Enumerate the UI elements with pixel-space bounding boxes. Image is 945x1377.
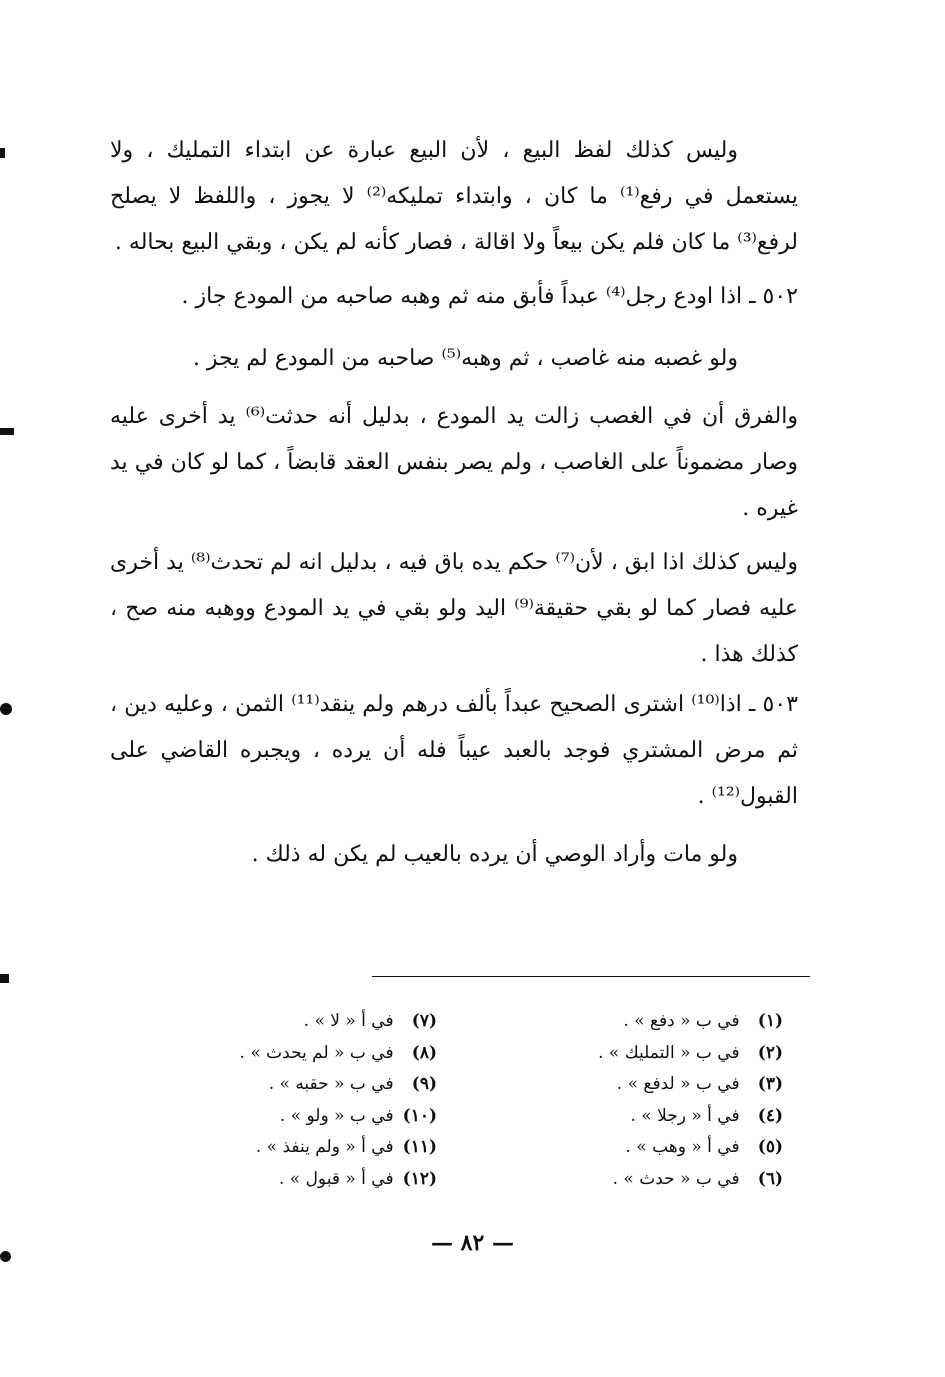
paragraph: والفرق أن في الغصب زالت يد المودع ، بدليل أنه حدثت⁽⁶⁾ يد أخرى عليه وصار مضموناً على الغاصب ، ولم يصر بنفس العقد قابضاً ، كما لو كان في يد غيره . [110,404,798,521]
footnotes-right-column [598,1006,783,1195]
footnote [598,1132,783,1164]
paragraph: وليس كذلك اذا ابق ، لأن⁽⁷⁾ حكم يده باق فيه ، بدليل انه لم تحدث⁽⁸⁾ يد أخرى عليه فصار كما لو بقي حقيقة⁽⁹⁾ اليد ولو بقي في يد المودع ووهبه منه صح ، كذلك هذا . [110,550,798,667]
footnote [598,1101,783,1133]
footnote [598,1069,783,1101]
scan-edge-mark [0,974,9,983]
footnote [240,1006,437,1038]
footnote [240,1132,437,1164]
paragraph-503: ٥٠٣ ـ اذا⁽¹⁰⁾ اشترى الصحيح عبداً بألف درهم ولم ينقد⁽¹¹⁾ الثمن ، وعليه دين ، ثم مرض المشتري فوجد بالعبد عيباً فله أن يرده ، ويجبره القاضي على القبول⁽¹²⁾ . [110,692,798,809]
footnote-text: في أ « ولم ينفذ » . [255,1137,394,1157]
footnote-text: في ب « دفع » . [623,1011,740,1031]
footnote [598,1164,783,1196]
scan-edge-mark [0,1251,11,1262]
footnote-number: (٦) [757,1168,783,1189]
footnote-number: (١٢) [402,1168,437,1189]
footnote-separator [372,976,810,977]
footnote-text: في ب « حقبه » . [268,1074,394,1094]
footnote-text: في أ « رجلا » . [630,1105,740,1126]
footnote-number: (٣) [757,1074,783,1094]
main-text [110,394,798,532]
footnote-text: في ب « التمليك » . [598,1042,740,1063]
footnote-number: (١) [757,1011,783,1031]
footnote [240,1038,437,1070]
footnote-number: (٢) [757,1042,783,1063]
footnote-text: في أ « قبول » . [278,1168,394,1189]
footnote [240,1101,437,1133]
footnote-number: (١٠) [402,1105,437,1126]
footnote [598,1006,783,1038]
footnote [240,1164,437,1196]
paragraph: وليس كذلك لفظ البيع ، لأن البيع عبارة عن ابتداء التمليك ، ولا يستعمل في رفع⁽¹⁾ ما كان ، وابتداء تمليكه⁽²⁾ لا يجوز ، واللفظ لا يصلح لرفع⁽³⁾ ما كان فلم يكن بيعاً ولا اقالة ، فصار كأنه لم يكن ، وبقي البيع بحاله . [110,138,798,255]
footnote-text: في ب « لدفع » . [616,1074,740,1094]
footnote [598,1038,783,1070]
scan-edge-mark [0,428,14,435]
scan-edge-mark [0,148,5,158]
main-text [110,540,798,678]
footnotes-left-column [240,1006,437,1195]
main-text [110,336,798,382]
footnote-text: في ب « لم يحدث » . [239,1042,394,1063]
paragraph: ولو غصبه منه غاصب ، ثم وهبه⁽⁵⁾ صاحبه من المودع لم يجز . [192,346,738,371]
footnote-text: في ب « حدث » . [612,1168,740,1189]
paragraph-502: ٥٠٢ ـ اذا اودع رجل⁽⁴⁾ عبداً فأبق منه ثم وهبه صاحبه من المودع جاز . [181,284,798,309]
paragraph: ولو مات وأراد الوصي أن يرده بالعيب لم يكن له ذلك . [251,842,738,867]
footnote-number: (١١) [402,1137,437,1157]
page-number: — ٨٢ — [431,1230,514,1256]
scan-edge-mark [0,703,12,715]
footnote-number: (٧) [411,1011,437,1031]
main-text [110,128,798,266]
footnote-number: (٩) [411,1074,437,1094]
main-text [110,832,798,878]
footnote-text: في أ « لا » . [303,1011,394,1031]
footnote-text: في أ « وهب » . [625,1137,740,1157]
main-text [110,274,798,320]
footnote [240,1069,437,1101]
footnote-number: (٨) [411,1042,437,1063]
footnote-number: (٥) [757,1137,783,1157]
main-text [110,682,798,820]
footnote-number: (٤) [757,1105,783,1126]
footnote-text: في ب « ولو » . [279,1105,394,1126]
